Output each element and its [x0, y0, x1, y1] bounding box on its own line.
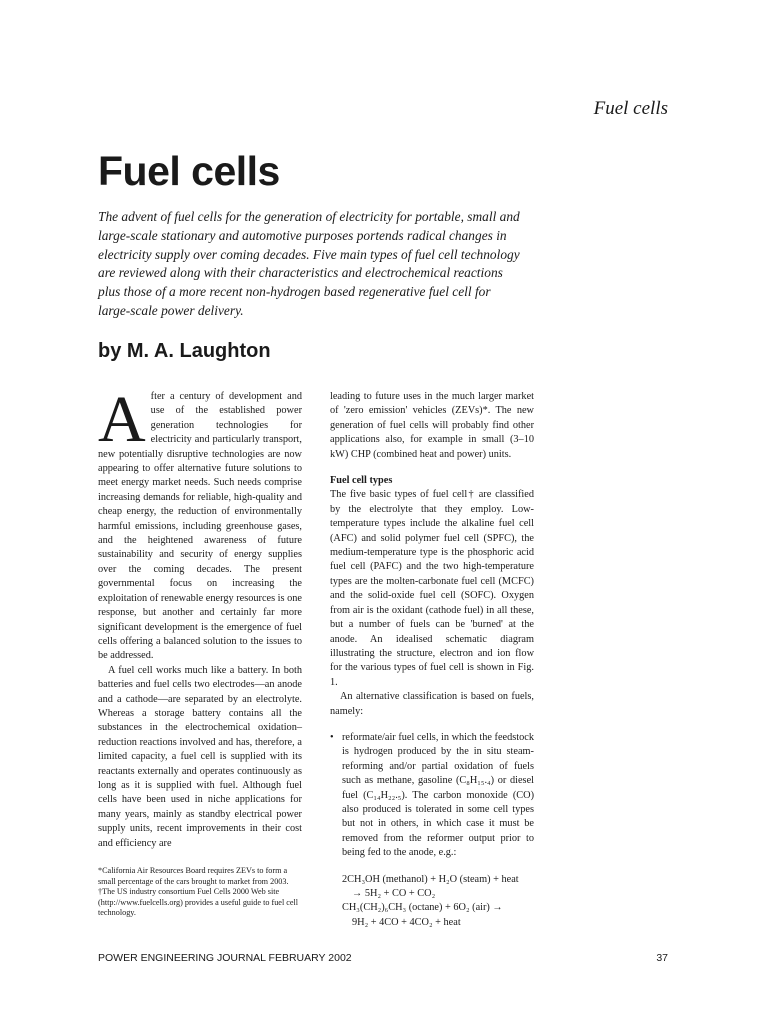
- equations: [330, 873, 534, 931]
- right-para-1: leading to future uses in the much larger market of 'zero emission' vehicles (ZEVs)*. The new generation of fuel cells will probably find other applications also, for example in small (3–10 kW) CHP (combined heat and power) units.: [330, 391, 534, 460]
- running-head: Fuel cells: [593, 98, 668, 119]
- abstract: The advent of fuel cells for the generation of electricity for portable, small and large-scale stationary and automotive purposes portends radical changes in electricity supply over coming decades. Five main types of fuel cell technology are reviewed along with their characteristics and electrochemical reactions plus those of a more recent non-hydrogen based regenerative fuel cell for large-scale power delivery.: [98, 209, 520, 318]
- bullet-item-text: reformate/air fuel cells, in which the feedstock is hydrogen produced by the in situ steam-reforming and/or partial oxidation of fuels such as methane, gasoline (C₈H₁₅.₄) or diesel fuel (C₁₄H₂₂.₅). The carbon monoxide (CO) also produced is tolerated in some cell types but not in others, in which case it must be removed from the reformer output prior to being fed to the anode, e.g.:: [342, 731, 534, 859]
- article-title: Fuel cells: [98, 148, 280, 194]
- drop-cap: A: [98, 383, 146, 456]
- byline: by M. A. Laughton: [98, 340, 271, 362]
- equation-2-line-1: CH₃(CH₂)₆CH₃ (octane) + 6O₂ (air) →: [342, 902, 503, 914]
- equation-2-line-2: 9H₂ + 4CO + 4CO₂ + heat: [352, 916, 461, 928]
- footer-journal: POWER ENGINEERING JOURNAL FEBRUARY 2002: [98, 952, 352, 964]
- left-para-2: A fuel cell works much like a battery. In both batteries and fuel cells two electrodes—an anode and a cathode—are separated by an electrolyte. Whereas a storage battery contains all the substances in the electrochemical oxidation–reduction reactions involved and has, therefore, a limited capacity, a fuel cell is supplied with its reactants externally and operates continuously as long as it is supplied with fuel. Although fuel cells have been used in niche applications for many years, mainly as standby electrical power supply units, recent improvements in their cost and efficiency are: [98, 664, 302, 849]
- left-column: [98, 383, 302, 851]
- footer-page-number: 37: [656, 952, 668, 964]
- footnotes: [98, 866, 306, 919]
- footnote-1: *California Air Resources Board requires ZEVs to form a small percentage of the cars brought to market from 2003.: [98, 866, 289, 886]
- left-para-1-text: fter a century of development and use of the established power generation technologies for electricity and particularly transport, new potentially disruptive technologies are now appearing to offer alternative future solutions to meet energy market needs. Such needs comprise increasing demands for reliable, high-quality and cheap energy, the reduction of environmentally harmful emissions, including greenhouse gases, and the heightened awareness of future sustainability and security of energy supplies over the coming decades. The present governmental focus on increasing the exploitation of renewable energy resources is one response, but another and certainly far more significant development is the emergence of fuel cells offering a balanced solution to the issues to be addressed.: [98, 391, 302, 662]
- equation-1-line-1: 2CH₃OH (methanol) + H₂O (steam) + heat: [342, 873, 519, 885]
- right-column: [330, 390, 534, 930]
- equation-1-line-2: → 5H₂ + CO + CO₂: [352, 888, 436, 899]
- section-heading: Fuel cell types: [330, 475, 393, 487]
- right-para-2: The five basic types of fuel cell† are classified by the electrolyte that they employ. Low-temperature types include the alkaline fuel cell (AFC) and solid polymer fuel cell (SPFC), the medium-temperature type is the phosphoric acid fuel cell (PAFC) and the two high-temperature types are the molten-carbonate fuel cell (MCFC) and the solid-oxide fuel cell (SOFC). Oxygen from air is the oxidant (cathode fuel) in all these, but a number of fuels can be 'burned' at the anode. An idealised schematic diagram illustrating the structure, electron and ion flow for the various types of fuel cell is shown in Fig. 1.: [330, 489, 534, 688]
- footnote-2: †The US industry consortium Fuel Cells 2000 Web site (http://www.fuelcells.org) provides a useful guide to fuel cell technology.: [98, 887, 299, 918]
- bullet-item: [330, 731, 534, 861]
- left-para-1: [98, 383, 302, 664]
- bullet-icon: •: [330, 731, 334, 743]
- right-para-3: An alternative classification is based on fuels, namely:: [330, 691, 534, 717]
